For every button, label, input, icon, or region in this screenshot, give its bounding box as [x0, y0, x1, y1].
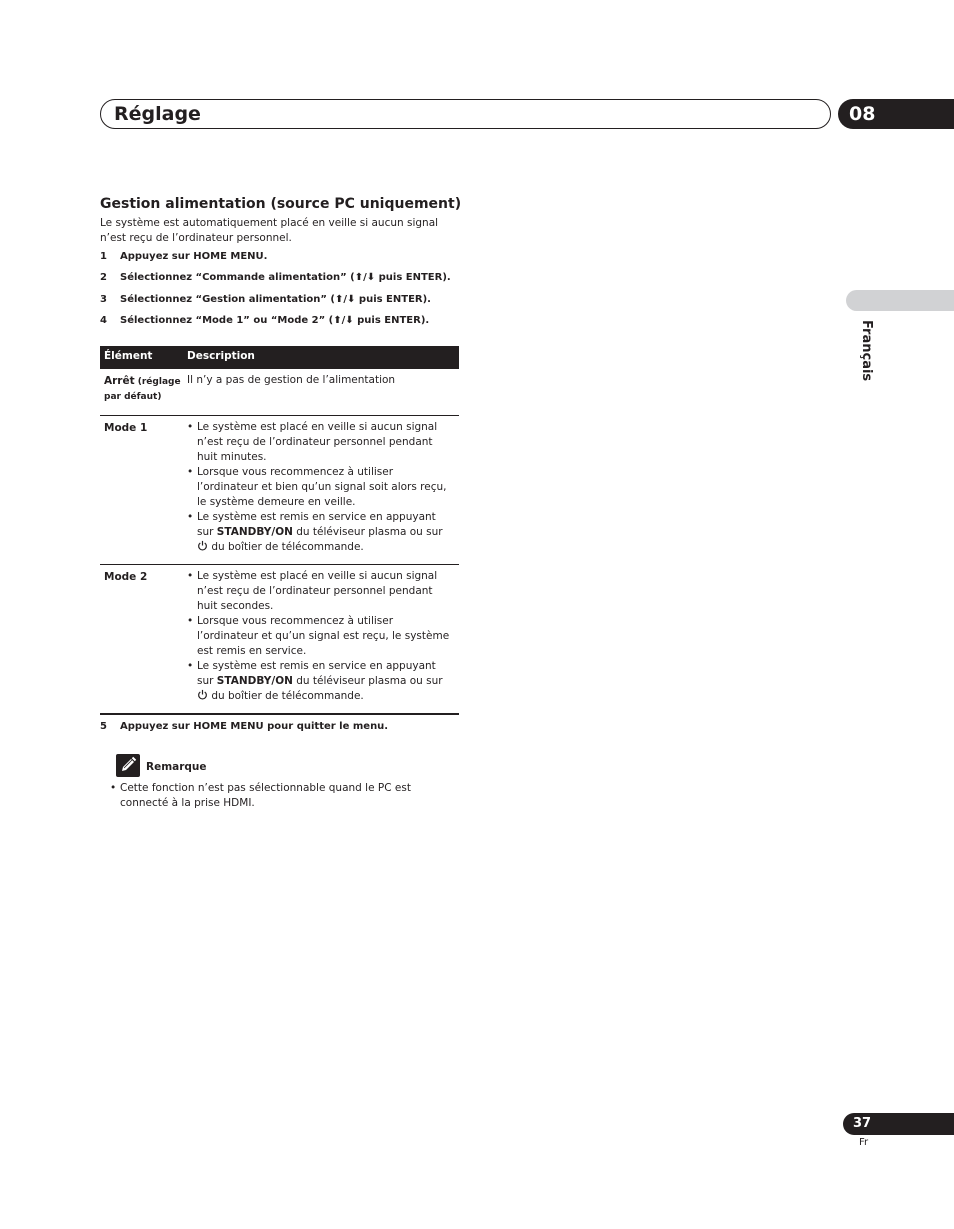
bullet-item: • Le système est placé en veille si aucun signal n’est reçu de l’ordinateur personnel pendant huit minutes. — [187, 420, 455, 465]
header-bar — [100, 99, 831, 129]
step-item — [100, 720, 388, 734]
section-title: Gestion alimentation (source PC uniquement) — [100, 196, 462, 212]
language-tab — [846, 290, 954, 311]
step-number: 1 — [100, 251, 107, 262]
arrow-up-icon: ⬆ — [354, 272, 364, 284]
row-label: Arrêt (réglage par défaut) — [104, 375, 181, 402]
table-row — [100, 369, 459, 416]
row-description: Il n’y a pas de gestion de l’alimentation — [187, 374, 396, 386]
bullet-item: • Lorsque vous recommencez à utiliser l’ordinateur et qu’un signal est reçu, le système est remis en service. — [187, 614, 455, 659]
settings-table — [100, 346, 459, 715]
power-icon — [197, 689, 208, 700]
arrow-up-icon: ⬆ — [335, 293, 344, 305]
pencil-note-icon — [116, 754, 140, 777]
step-text: Appuyez sur HOME MENU. — [120, 251, 268, 262]
bullet-item: • Le système est remis en service en appuyant sur STANDBY/ON du téléviseur plasma ou sur du boîtier de télécommande. — [187, 659, 455, 704]
step-number: 4 — [100, 314, 107, 326]
row-label: Mode 1 — [104, 422, 148, 434]
page-title: Réglage — [114, 103, 201, 125]
step-text: Sélectionnez “Gestion alimentation” (⬆/⬇ puis ENTER). — [120, 293, 431, 305]
arrow-down-icon: ⬇ — [347, 293, 356, 305]
arrow-down-icon: ⬇ — [366, 272, 376, 284]
step-item — [100, 271, 480, 285]
table-row — [100, 565, 459, 715]
row-label: Mode 2 — [104, 571, 148, 583]
step-item — [100, 293, 480, 307]
row-description — [187, 565, 459, 713]
language-label: Français — [859, 320, 874, 382]
chapter-number: 08 — [849, 103, 876, 125]
arrow-up-icon: ⬆ — [333, 314, 342, 326]
step-number: 3 — [100, 293, 107, 305]
column-header-description: Description — [187, 350, 255, 362]
power-icon — [197, 540, 208, 551]
note-label: Remarque — [146, 761, 207, 773]
table-header — [100, 346, 459, 369]
bullet-item: • Le système est remis en service en appuyant sur STANDBY/ON du téléviseur plasma ou sur du boîtier de télécommande. — [187, 510, 455, 555]
step-item — [100, 314, 480, 328]
note-text: • Cette fonction n’est pas sélectionnable quand le PC est connecté à la prise HDMI. — [110, 781, 450, 810]
row-description — [187, 416, 459, 564]
step-number: 5 — [100, 721, 107, 732]
step-text: Sélectionnez “Commande alimentation” (⬆/⬇ puis ENTER). — [120, 272, 451, 284]
step-number: 2 — [100, 272, 107, 284]
step-text: Sélectionnez “Mode 1” ou “Mode 2” (⬆/⬇ puis ENTER). — [120, 314, 430, 326]
step-text: Appuyez sur HOME MENU pour quitter le menu. — [120, 721, 389, 732]
bullet-item: • Lorsque vous recommencez à utiliser l’ordinateur et bien qu’un signal soit alors reçu, le système demeure en veille. — [187, 465, 455, 510]
page-language: Fr — [859, 1137, 869, 1148]
table-row — [100, 416, 459, 565]
steps-list — [100, 250, 480, 335]
arrow-down-icon: ⬇ — [345, 314, 354, 326]
column-header-element: Élément — [104, 350, 153, 362]
page-number: 37 — [853, 1116, 872, 1131]
bullet-item: • Le système est placé en veille si aucun signal n’est reçu de l’ordinateur personnel pendant huit secondes. — [187, 569, 455, 614]
step-item — [100, 250, 480, 264]
section-intro: Le système est automatiquement placé en veille si aucun signal n’est reçu de l’ordinateur personnel. — [100, 217, 439, 244]
